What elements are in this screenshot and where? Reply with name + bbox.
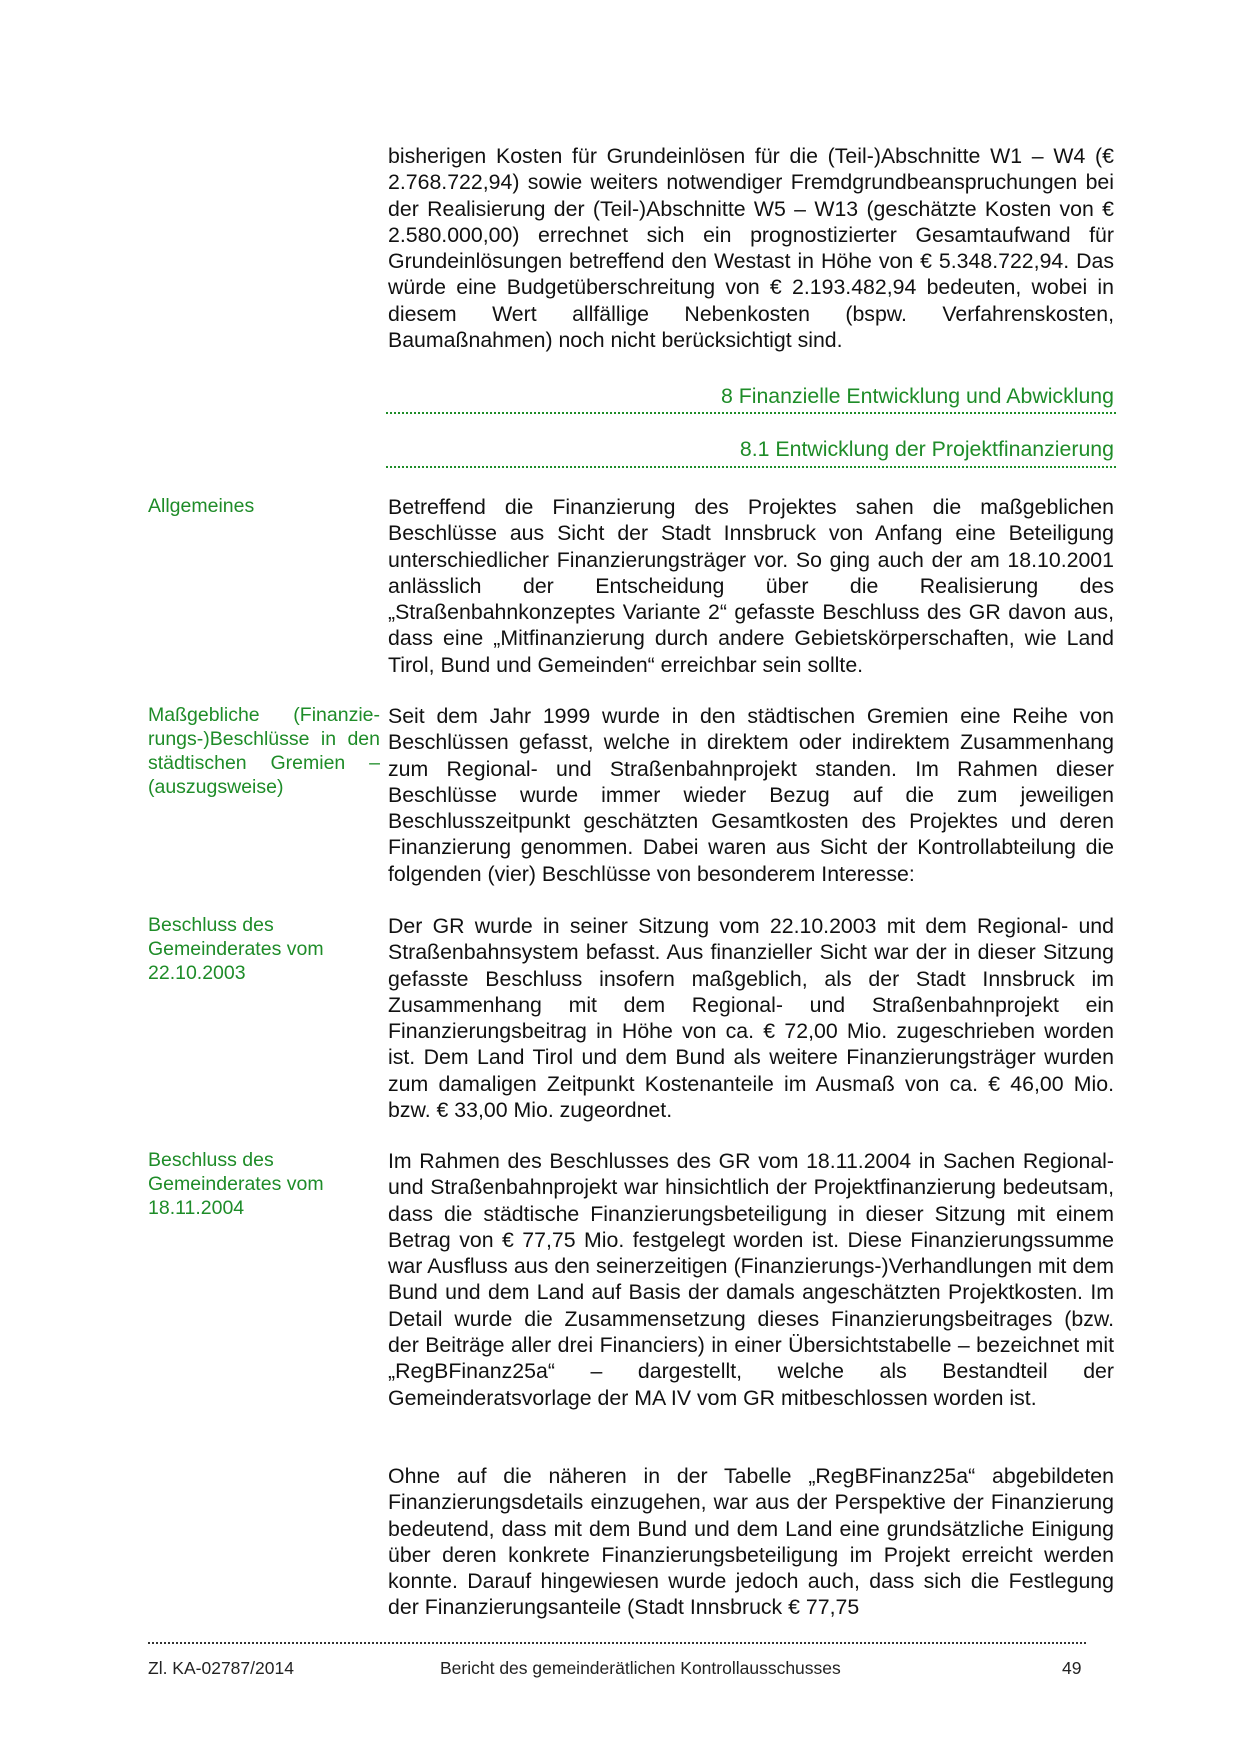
chapter-heading-rule bbox=[386, 412, 1116, 414]
section-paragraph-beschluss-2003 bbox=[388, 913, 1114, 1123]
chapter-heading: 8 Finanzielle Entwicklung und Abwicklung bbox=[720, 384, 1114, 408]
section-paragraph-beschluss-2004 bbox=[388, 1148, 1114, 1411]
margin-label-beschluesse: Maßgebliche (Finanzierungs-)Beschlüsse in den städtischen Gremien – (auszugsweise) bbox=[148, 704, 380, 798]
section-paragraph-allgemeines bbox=[388, 494, 1114, 678]
margin-label-beschluss-2004: Beschluss des Gemeinderates vom 18.11.2004 bbox=[148, 1149, 324, 1219]
margin-label-allgemeines: Allgemeines bbox=[148, 495, 255, 517]
closing-paragraph-text: Ohne auf die näheren in der Tabelle „RegBFinanz25a“ abgebildeten Finanzierungsdetails einzugehen, war aus der Perspektive der Finanzierung bedeutend, dass mit dem Bund und dem Land eine grundsätzliche Einigung über deren konkrete Finanzierungsbeteiligung im Projekt erreicht werden konnte. Darauf hingewiesen wurde jedoch auch, dass sich die Festlegung der Finanzierungsanteile (Stadt Innsbruck € 77,75 bbox=[388, 1464, 1114, 1620]
section-heading: 8.1 Entwicklung der Projektfinanzierung bbox=[739, 437, 1114, 461]
intro-paragraph-text: bisherigen Kosten für Grundeinlösen für die (Teil-)Abschnitte W1 – W4 (€ 2.768.722,94) sowie weiters notwendiger Fremdgrundbeanspruchungen bei der Realisierung der (Teil-)Abschnitte W5 – W13 (geschätzte Kosten von € 2.580.000,00) errechnet sich ein prognostizierter Gesamtaufwand für Grundeinlösungen betreffend den Westast in Höhe von € 5.348.722,94. Das würde eine Budgetüberschreitung von € 2.193.482,94 bedeuten, wobei in diesem Wert allfällige Nebenkosten (bspw. Verfahrenskosten, Baumaßnahmen) noch nicht berücksichtigt sind. bbox=[388, 144, 1114, 353]
section-paragraph-text: Seit dem Jahr 1999 wurde in den städtischen Gremien eine Reihe von Beschlüssen gefasst, welche in direktem oder indirektem Zusammenhang zum Regional- und Straßenbahnprojekt standen. Im Rahmen dieser Beschlüsse wurde immer wieder Bezug auf die zum jeweiligen Beschlusszeitpunkt geschätzten Gesamtkosten des Projektes und deren Finanzierung genommen. Dabei waren aus Sicht der Kontrollabteilung die folgenden (vier) Beschlüsse von besonderem Interesse: bbox=[388, 704, 1114, 886]
section-paragraph-text: Der GR wurde in seiner Sitzung vom 22.10.2003 mit dem Regional- und Straßenbahnsystem befasst. Aus finanzieller Sicht war der in dieser Sitzung gefasste Beschluss insofern maßgeblich, als der Stadt Innsbruck im Zusammenhang mit dem Regional- und Straßenbahnprojekt ein Finanzierungsbeitrag in Höhe von ca. € 72,00 Mio. zugeschrieben worden ist. Dem Land Tirol und dem Bund als weitere Finanzierungsträger wurden zum damaligen Zeitpunkt Kostenanteile im Ausmaß von ca. € 46,00 Mio. bzw. € 33,00 Mio. zugeordnet. bbox=[388, 914, 1114, 1123]
intro-paragraph bbox=[388, 143, 1114, 353]
footer-rule bbox=[148, 1642, 1086, 1644]
section-paragraph-text: Betreffend die Finanzierung des Projektes sahen die maßgeblichen Beschlüsse aus Sicht der Stadt Innsbruck von Anfang eine Beteiligung unterschiedlicher Finanzierungsträger vor. So ging auch der am 18.10.2001 anlässlich der Entscheidung über die Realisierung des „Straßenbahnkonzeptes Variante 2“ gefasste Beschluss des GR davon aus, dass eine „Mitfinanzierung durch andere Gebietskörperschaften, wie Land Tirol, Bund und Gemeinden“ erreichbar sein sollte. bbox=[388, 495, 1114, 677]
section-heading-rule bbox=[386, 466, 1116, 468]
footer-page-number: 49 bbox=[1062, 1658, 1082, 1678]
closing-paragraph bbox=[388, 1463, 1114, 1621]
section-paragraph-text: Im Rahmen des Beschlusses des GR vom 18.11.2004 in Sachen Regional- und Straßenbahnprojekt war hinsichtlich der Projektfinanzierung bedeutsam, dass die städtische Finanzierungsbeteiligung in dieser Sitzung mit einem Betrag von € 77,75 Mio. festgelegt worden ist. Diese Finanzierungssumme war Ausfluss aus den seinerzeitigen (Finanzierungs-)Verhandlungen mit dem Bund und dem Land auf Basis der damals angeschätzten Projektkosten. Im Detail wurde die Zusammensetzung dieses Finanzierungsbeitrages (bzw. der Beiträge aller drei Financiers) in einer Übersichtstabelle – bezeichnet mit „RegBFinanz25a“ – dargestellt, welche als Bestandteil der Gemeinderatsvorlage der MA IV vom GR mitbeschlossen worden ist. bbox=[388, 1149, 1114, 1410]
footer-title: Bericht des gemeinderätlichen Kontrollausschusses bbox=[440, 1658, 841, 1678]
footer-reference: Zl. KA-02787/2014 bbox=[148, 1658, 294, 1678]
margin-label-beschluss-2003: Beschluss des Gemeinderates vom 22.10.2003 bbox=[148, 914, 324, 984]
section-paragraph-beschluesse bbox=[388, 703, 1114, 887]
